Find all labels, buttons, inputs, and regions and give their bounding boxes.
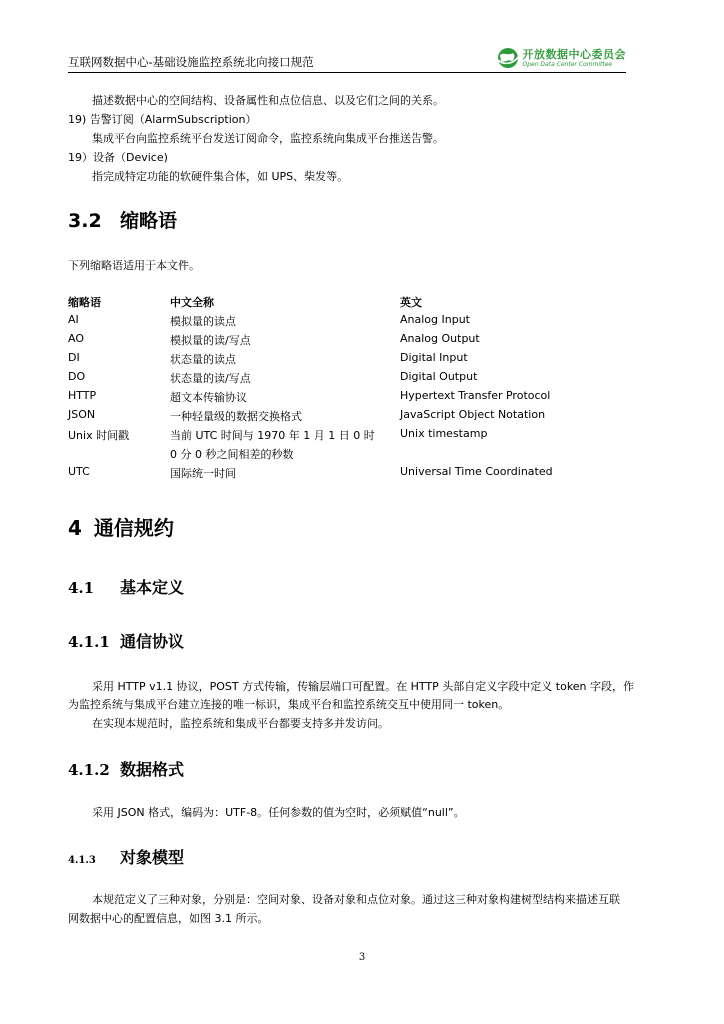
odcc-globe-logo-icon [495,46,521,70]
section-3-2-number: 3.2 [68,210,102,232]
page-number: 3 [358,952,366,963]
section-4-1-2-title: 数据格式 [120,760,185,779]
intro-line-1: 描述数据中心的空间结构、设备属性和点位信息、以及它们之间的关系。 [92,94,444,107]
section-4-1-3-heading [68,845,184,868]
abbr-cell-abbr: UTC [68,465,90,478]
section-3-2-heading [68,206,177,233]
intro-line-5: 指完成特定功能的软硬件集合体，如 UPS、柴发等。 [92,170,349,183]
abbr-cell-abbr: HTTP [68,389,97,402]
section-4-1-title: 基本定义 [120,578,185,597]
abbr-cell-chinese: 模拟量的读/写点 [170,334,251,347]
abbr-cell-abbr: AI [68,313,79,326]
abbr-cell-english: Hypertext Transfer Protocol [400,389,551,402]
abbr-cell-chinese: 状态量的读/写点 [170,372,251,385]
document-title: 互联网数据中心-基础设施监控系统北向接口规范 [68,55,314,69]
abbr-cell-english: Analog Output [400,332,480,345]
section-4-1-number: 4.1 [68,579,95,597]
abbr-header-english: 英文 [400,296,422,309]
section-4-1-2-heading [68,757,184,780]
logo-chinese-text: 开放数据中心委员会 [522,47,626,61]
intro-line-4: 19）设备（Device) [68,151,168,164]
section-4-1-1-paragraph-line-2: 为监控系统与集成平台建立连接的唯一标识，集成平台和监控系统交互中使用同一 token。 [68,698,510,711]
abbr-cell-chinese: 0 分 0 秒之间相差的秒数 [170,448,294,461]
abbr-cell-abbr: JSON [68,408,96,421]
abbr-cell-english: Digital Input [400,351,468,364]
intro-line-3: 集成平台向监控系统平台发送订阅命令，监控系统向集成平台推送告警。 [92,132,444,145]
section-4-1-3-title: 对象模型 [120,848,185,867]
abbr-cell-chinese: 超文本传输协议 [170,391,247,404]
page-header [68,44,626,73]
abbr-cell-chinese: 模拟量的读点 [170,315,236,328]
section-4-1-heading [68,575,184,598]
abbr-cell-chinese: 一种轻量级的数据交换格式 [170,410,302,423]
abbr-header-chinese: 中文全称 [170,296,214,309]
abbr-cell-abbr: AO [68,332,84,345]
abbr-cell-english: Universal Time Coordinated [400,465,553,478]
abbr-cell-abbr: DO [68,370,86,383]
section-4-1-2-number: 4.1.2 [68,761,110,779]
odcc-logo [495,46,627,70]
abbr-header-abbr: 缩略语 [68,296,101,309]
section-4-1-1-title: 通信协议 [120,632,185,651]
section-4-1-3-number: 4.1.3 [68,855,96,866]
section-4-1-1-paragraph-2: 在实现本规范时，监控系统和集成平台都要支持多并发访问。 [92,717,389,730]
abbr-cell-chinese: 国际统一时间 [170,467,236,480]
abbr-cell-english: Unix timestamp [400,427,488,440]
section-4-1-1-heading [68,629,184,652]
logo-english-text: Open Data Center Committee [522,60,613,68]
section-4-1-1-number: 4.1.1 [68,633,110,651]
abbr-cell-abbr: DI [68,351,80,364]
section-4-title: 通信规约 [93,516,174,540]
abbr-cell-chinese: 当前 UTC 时间与 1970 年 1 月 1 日 0 时 [170,429,375,442]
section-4-1-1-paragraph-line-1: 采用 HTTP v1.1 协议，POST 方式传输，传输层端口可配置。在 HTTP 头部自定义字段中定义 token 字段，作 [92,680,635,693]
abbr-cell-english: Digital Output [400,370,478,383]
section-4-1-3-paragraph-line-2: 网数据中心的配置信息，如图 3.1 所示。 [68,912,269,925]
abbr-cell-english: Analog Input [400,313,470,326]
abbr-cell-english: JavaScript Object Notation [400,408,546,421]
section-3-2-title: 缩略语 [120,210,178,232]
section-4-1-3-paragraph-line-1: 本规范定义了三种对象，分别是：空间对象、设备对象和点位对象。通过这三种对象构建树型结构来描述互联 [92,893,620,906]
intro-line-2: 19) 告警订阅（AlarmSubscription） [68,113,257,126]
section-4-1-2-paragraph: 采用 JSON 格式，编码为：UTF-8。任何参数的值为空时，必须赋值“null”。 [92,806,465,819]
section-3-2-intro: 下列缩略语适用于本文件。 [68,259,200,272]
abbr-cell-abbr: Unix 时间戳 [68,429,130,442]
section-4-heading [68,512,174,541]
section-4-number: 4 [68,516,82,540]
abbr-cell-chinese: 状态量的读点 [170,353,236,366]
